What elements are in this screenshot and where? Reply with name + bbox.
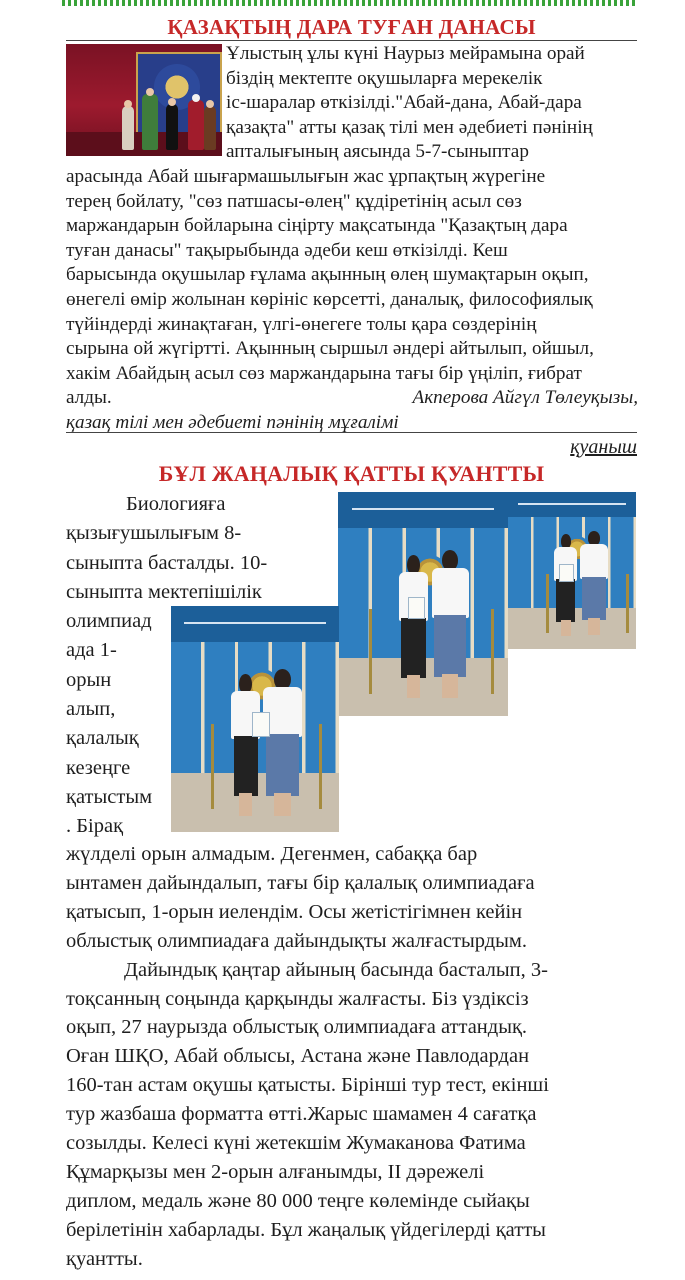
text-line: барысында оқушылар ғұлама ақынның өлең шумақтарын оқып,	[66, 264, 589, 286]
text-line: қазақта" атты қазақ тілі мен әдебиеті пәнінің	[226, 116, 593, 138]
text-line: терең бойлату, "сөз патшасы-өлең" құдіретінің асыл сөз	[66, 190, 522, 212]
text-line: облыстық олимпиадаға дайындықты жалғастырдым.	[66, 929, 527, 952]
text-line: жүлделі орын алмадым. Дегенмен, сабаққа бар	[66, 843, 478, 865]
column-line: Биологияға	[126, 493, 226, 515]
text-line: туған данасы" тақырыбында әдеби кеш өткізілді. Кеш	[66, 239, 508, 261]
column-line: олимпиад	[66, 610, 152, 633]
column-line: сыныпта басталды. 10-	[66, 551, 268, 574]
column-line: алып,	[66, 698, 116, 721]
text-line: тур жазбаша форматта өтті.Жарыс шамамен 4 сағатқа	[66, 1103, 537, 1126]
column-line: орын	[66, 668, 112, 691]
text-line: тоқсанның соңында қарқынды жалғасты. Біз үздіксіз	[66, 987, 529, 1010]
text-line: түйіндерді жинақтаған, үлгі-өнегеге толы қара сөздерінің	[66, 313, 537, 335]
article1-signature-name: Акперова Айгүл Төлеуқызы,	[412, 387, 638, 409]
text-line: қатысып, 1-орын иелендім. Осы жетістігімнен кейін	[66, 900, 523, 923]
article-separator	[66, 432, 637, 433]
award-ceremony-photo	[508, 492, 636, 649]
article2-title: БҰЛ ЖАҢАЛЫҚ ҚАТТЫ ҚУАНТТЫ	[158, 461, 545, 486]
column-line: . Бірақ	[66, 815, 124, 838]
column-line: кезеңге	[66, 756, 131, 779]
text-line: маржандарын бойларына сіңірту мақсатында "Қазақтың дара	[66, 215, 568, 237]
text-line: 160-тан астам оқушы қатысты. Бірінші тур тест, екінші	[66, 1074, 549, 1097]
text-line: арасында Абай шығармашылығын жас ұрпақтың жүрегіне	[66, 165, 546, 187]
stage-performance-photo	[66, 44, 222, 156]
text-line: хакім Абайдың асыл сөз маржандарына тағы бір үңіліп, ғибрат	[66, 362, 582, 384]
text-line: Дайындық қаңтар айының басында басталып, 3-	[124, 958, 548, 981]
text-line: іс-шаралар өткізілді."Абай-дана, Абай-дара	[226, 92, 582, 114]
award-ceremony-photo	[338, 492, 508, 716]
paragraph-1-continuation	[66, 840, 638, 956]
column-line: сыныпта мектепішілік	[66, 580, 262, 603]
title-rule	[66, 40, 637, 41]
top-decorative-border	[62, 0, 637, 6]
text-line: біздің мектепте оқушыларға мерекелік	[226, 67, 543, 89]
article1-last-word: алды.	[66, 387, 112, 409]
text-line: Ұлыстың ұлы күні Наурыз мейрамына орай	[226, 43, 585, 64]
article1-signature-role: қазақ тілі мен әдебиеті пәнінің мұғалімі	[66, 411, 399, 433]
text-line: ынтамен дайындалып, тағы бір қалалық олимпиадаға	[66, 871, 535, 894]
article2-body	[66, 840, 638, 1274]
text-line: сырына ой жүгіртті. Ақынның сыршыл әндері айтылып, ойшыл,	[66, 338, 594, 360]
text-line: қуантты.	[66, 1247, 143, 1270]
text-line: өнегелі өмір жолынан көрініс көрсетті, даналық, философиялық	[66, 288, 593, 310]
paragraph-2	[66, 956, 638, 1274]
column-line: қызығушылығым 8-	[66, 522, 242, 545]
section-tag: қуаныш	[570, 436, 637, 458]
text-line: апталығының аясында 5-7-сыныптар	[226, 141, 529, 163]
text-line: диплом, медаль және 80 000 теңге көлемінде сыйақы	[66, 1189, 530, 1212]
column-line: қалалық	[66, 727, 139, 750]
award-ceremony-photo	[171, 606, 339, 832]
text-line: созылды. Келесі күні жетекшім Жумаканова Фатима	[66, 1132, 526, 1155]
text-line: берілетінін хабарлады. Бұл жаңалық үйдегілерді қатты	[66, 1218, 546, 1241]
column-line: ада 1-	[66, 639, 117, 662]
article1-body	[66, 42, 638, 436]
article1-title: ҚАЗАҚТЫҢ ДАРА ТУҒАН ДАНАСЫ	[167, 15, 536, 39]
text-line: оқып, 27 наурызда облыстық олимпиадаға аттандық.	[66, 1016, 528, 1039]
text-line: Оған ШҚО, Абай облысы, Астана және Павлодардан	[66, 1045, 530, 1068]
text-line: Құмарқызы мен 2-орын алғанымды, II дәрежелі	[66, 1160, 485, 1183]
column-line: қатыстым	[66, 785, 153, 808]
